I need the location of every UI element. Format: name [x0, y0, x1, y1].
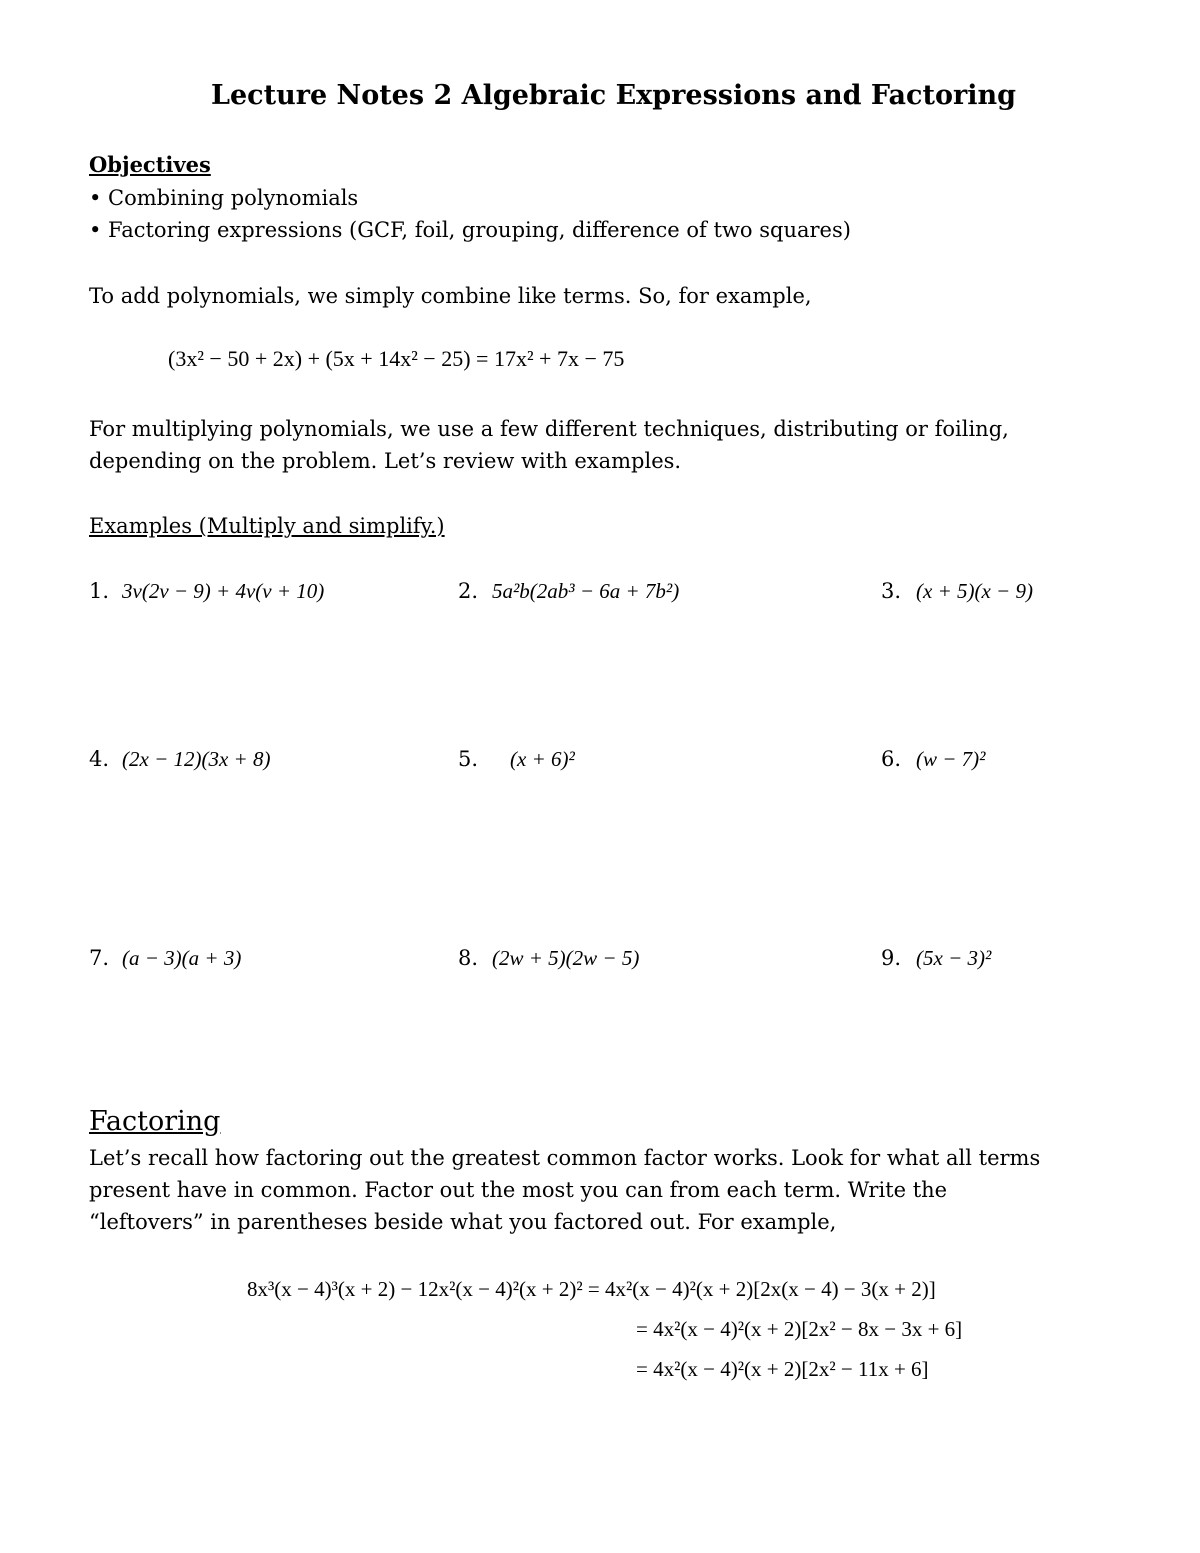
- example-expression: (2w + 5)(2w − 5): [492, 946, 640, 970]
- objectives-heading: Objectives: [89, 152, 211, 177]
- example-expression: (5x − 3)²: [916, 946, 992, 970]
- factoring-equation-line: 8x³(x − 4)³(x + 2) − 12x²(x − 4)²(x + 2)² = 4x²(x − 4)²(x + 2)[2x(x − 4) − 3(x + 2)]: [247, 1277, 936, 1301]
- example-expression: (x + 5)(x − 9): [916, 579, 1033, 603]
- factoring-text-line: “leftovers” in parentheses beside what you factored out. For example,: [89, 1210, 837, 1234]
- example-number: 5.: [458, 747, 479, 771]
- factoring-equation-line: = 4x²(x − 4)²(x + 2)[2x² − 11x + 6]: [636, 1357, 929, 1381]
- multiply-text-line: For multiplying polynomials, we use a few different techniques, distributing or foiling,: [89, 417, 1009, 441]
- multiply-text-line: depending on the problem. Let’s review with examples.: [89, 449, 682, 473]
- example-number: 6.: [881, 747, 902, 771]
- example-expression: 5a²b(2ab³ − 6a + 7b²): [492, 579, 680, 603]
- example-expression: (x + 6)²: [510, 747, 575, 771]
- example-number: 9.: [881, 946, 902, 970]
- intro-add-text: To add polynomials, we simply combine like terms. So, for example,: [89, 284, 812, 308]
- example-expression: (w − 7)²: [916, 747, 986, 771]
- example-expression: 3v(2v − 9) + 4v(v + 10): [122, 579, 325, 603]
- factoring-equation-line: = 4x²(x − 4)²(x + 2)[2x² − 8x − 3x + 6]: [636, 1317, 963, 1341]
- example-number: 1.: [89, 579, 110, 603]
- example-number: 8.: [458, 946, 479, 970]
- factoring-text-line: Let’s recall how factoring out the greatest common factor works. Look for what all terms: [89, 1146, 1041, 1170]
- factoring-text-line: present have in common. Factor out the most you can from each term. Write the: [89, 1178, 948, 1202]
- factoring-heading: Factoring: [89, 1106, 221, 1137]
- example-number: 2.: [458, 579, 479, 603]
- example-expression: (a − 3)(a + 3): [122, 946, 242, 970]
- example-expression: (2x − 12)(3x + 8): [122, 747, 271, 771]
- page-title: Lecture Notes 2 Algebraic Expressions and Factoring: [211, 80, 1016, 111]
- examples-heading: Examples (Multiply and simplify.): [89, 514, 445, 538]
- example-number: 3.: [881, 579, 902, 603]
- objective-item: • Combining polynomials: [89, 186, 359, 210]
- objective-item: • Factoring expressions (GCF, foil, grouping, difference of two squares): [89, 218, 851, 242]
- example-number: 7.: [89, 946, 110, 970]
- add-example-equation: (3x² − 50 + 2x) + (5x + 14x² − 25) = 17x² + 7x − 75: [168, 346, 625, 371]
- example-number: 4.: [89, 747, 110, 771]
